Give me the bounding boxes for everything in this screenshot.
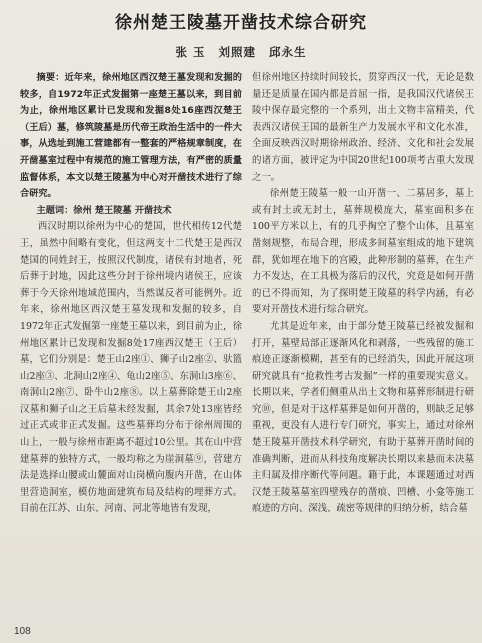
author-name: 刘照建 (218, 45, 256, 59)
body-paragraph: 西汉时期以徐州为中心的楚国，世代相传12代楚王，虽然中间略有变化，但这两支十二代楚王是西汉楚国的同姓封王，按照汉代制度，诸侯有封地者，死后葬于封地，因此这些分封于徐州境内诸侯王，应该葬于今天徐州地域范围内，当然谋反者可能例外。近年来，徐州地区西汉楚王墓发现和发掘的较多，自1972年正式发掘第一座楚王墓以来，到目前为止，徐州地区累计已发现和发掘8处17座西汉楚王（王后）墓，它们分别是：楚王山2座①、狮子山2座②、驮篮山2座③、北洞山2座④、龟山2座⑤、东洞山3座⑥、南洞山2座⑦、卧牛山2座⑧。以上墓葬除楚王山2座汉墓和狮子山之王后墓未经发掘，其余7处13座皆经过正式或非正式发掘。这些墓葬均分布于徐州周围的山上，一般与徐州市距离不超过10公里。其在山中营建墓葬的独特方式，一般均称之为崖洞墓⑨，营建方法是选择山腰或山麓面对山岗横向腹内开凿，在山体里营造洞室，模仿地面建筑布局及结构的埋葬方式。目前在江苏、山东、河南、河北等地皆有发现， (20, 221, 242, 515)
body-paragraph: 徐州楚王陵墓一般一山开凿一、二墓居多，墓上或有封土或无封土，墓葬规模庞大，墓室面积多在100平方米以上，有的几乎掏空了整个山体，且墓室凿刻规整，布局合理，形成多间墓室组成的地下建筑群，犹如埋在地下的宫殿，此种形制的墓葬，在生产力不发达，在工具极为落后的汉代，究竟是如何开凿的已不得而知，为了探明楚王陵墓的科学内涵，有必要对开凿技术进行综合研究。 (252, 188, 474, 316)
article-title: 徐州楚王陵墓开凿技术综合研究 (115, 13, 367, 33)
author-name: 邱永生 (269, 45, 307, 59)
left-column (20, 70, 242, 518)
body-paragraph: 尤其是近年来，由于部分楚王陵墓已经被发掘和打开，墓壁局部正逐渐风化和剥落，一些残留的施工痕迹正逐渐模糊，甚至有的已经消失，因此开展这项研究就具有“抢救性考古发掘”一样的重要现实意义。长期以来，学者们侧重从出土文物和墓葬形制进行研究⑩，但是对于这样墓葬是如何开凿的，则缺乏足够重视，更没有人进行专门研究，事实上，通过对徐州楚王陵墓开凿技术科学研究，有助于墓葬开凿时间的准确判断，进而从科技角度解决长期以来悬而未决墓主归属及排序断代等问题。籍于此，本课题通过对西汉楚王陵墓墓室四壁残存的凿痕、凹槽、小龛等施工痕迹的方向、深浅、疏密等规律的归纳分析，结合墓 (252, 320, 474, 515)
abstract: 摘要：近年来，徐州地区西汉楚王墓发现和发掘的较多，自1972年正式发掘第一座楚王墓以来，到目前为止，徐州地区累计已发现和发掘8处16座西汉楚王（王后）墓，修筑陵墓是历代帝王政治生活中的一件大事，从选址到施工营建都有一整套的严格规章制度，在开凿墓室过程中有规范的施工管理方法，有严密的质量监督体系，本文以楚王陵墓为中心对开凿技术进行了综合研究。 (20, 72, 242, 200)
body-paragraph: 但徐州地区持续时间较长，贯穿西汉一代，无论是数量还是质量在国内都是首屈一指，是我国汉代诸侯王陵中保存最完整的一个系列，出土文物丰富精美，代表西汉诸侯王国的最新生产力发展水平和文化水准，全面反映西汉时期徐州政治、经济、文化和社会发展的诸方面，被评定为中国20世纪100项考古重大发现之一。 (252, 72, 474, 183)
page-number: 108 (14, 626, 31, 637)
author-name: 张 玉 (175, 45, 206, 59)
author-list (0, 44, 482, 60)
right-column (252, 70, 474, 518)
keywords: 主题词：徐州 楚王陵墓 开凿技术 (36, 204, 172, 216)
